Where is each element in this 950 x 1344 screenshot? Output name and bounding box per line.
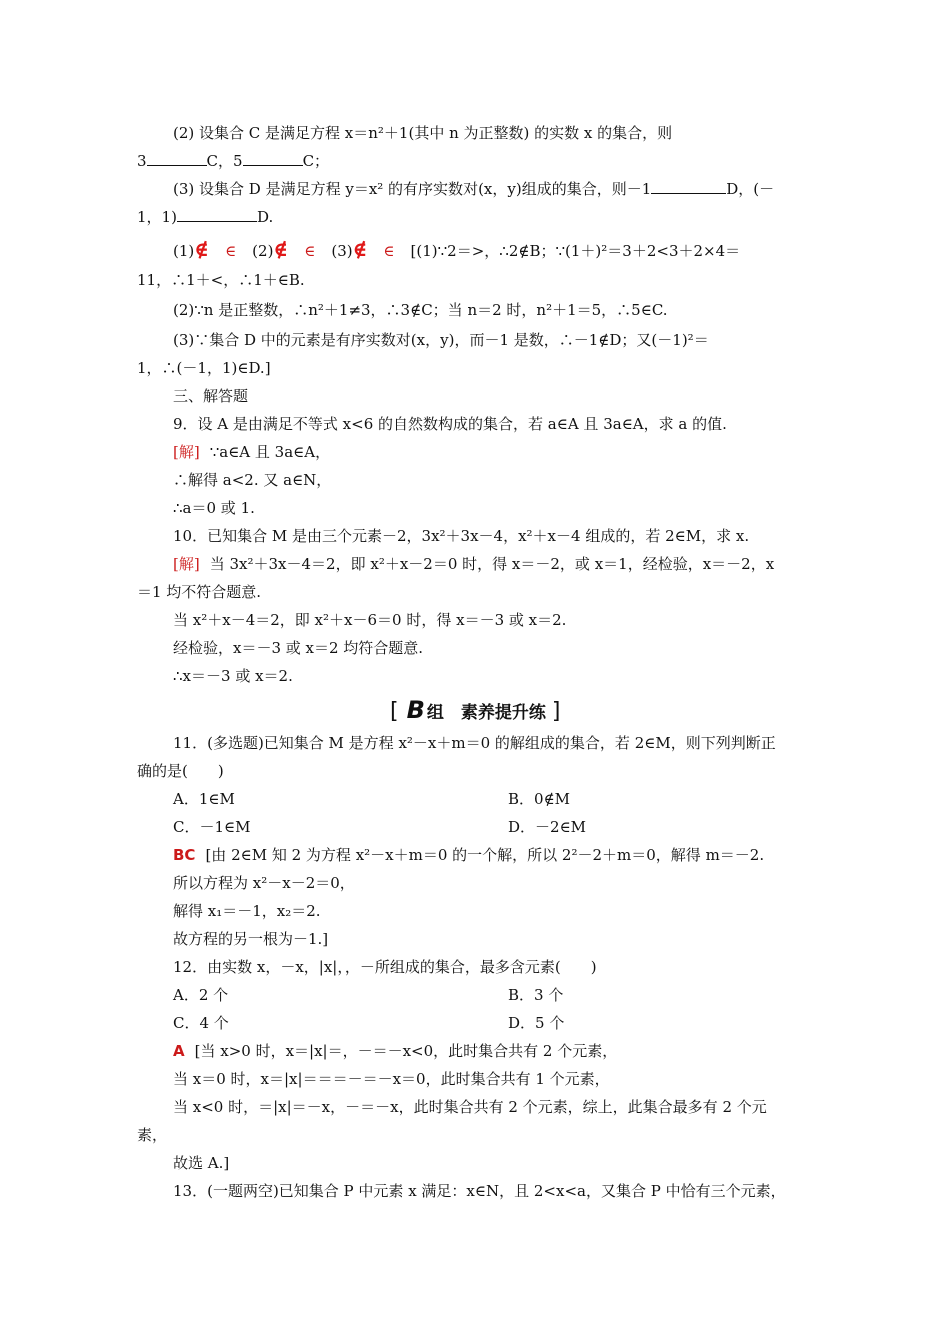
text-span: ∵a∈A 且 3a∈A，: [209, 443, 331, 461]
option-b: B．3 个: [508, 986, 564, 1004]
text-span: D，(－: [726, 180, 775, 198]
option-a: A．2 个: [173, 986, 229, 1004]
text-line: 当 x²＋x－4＝2，即 x²＋x－6＝0 时，得 x＝－3 或 x＝2.: [173, 611, 567, 629]
in-symbol: ∈: [225, 242, 237, 260]
text-line: ∴a＝0 或 1.: [173, 499, 255, 517]
solution-label: [解]: [173, 555, 200, 573]
not-in-symbol: ∉: [194, 237, 210, 261]
text-line: ∴解得 a<2. 又 a∈N，: [173, 471, 332, 489]
text-span: 1，1): [137, 208, 177, 226]
option-a: A．1∈M: [173, 790, 235, 808]
text-span: D.: [256, 208, 274, 226]
header-bracket: ]: [551, 699, 561, 724]
text-span: C，5: [206, 152, 243, 170]
text-line: 经检验，x＝－3 或 x＝2 均符合题意.: [173, 639, 424, 657]
answer-blank: [177, 207, 257, 222]
text-span: C；: [302, 152, 330, 170]
text-span: (1): [173, 242, 195, 260]
not-in-symbol: ∉: [273, 237, 289, 261]
text-span: (3) 设集合 D 是满足方程 y＝x² 的有序实数对(x，y)组成的集合，则－1: [173, 180, 652, 198]
text-span: (3): [331, 242, 353, 260]
text-line: 素，: [137, 1126, 168, 1144]
in-symbol: ∈: [383, 242, 395, 260]
text-line: 11，∴1＋<，∴1＋∈B.: [137, 271, 305, 289]
answer-blank: [243, 151, 303, 166]
option-c: C．－1∈M: [173, 818, 251, 836]
text-line: 所以方程为 x²－x－2＝0，: [173, 874, 355, 892]
question-9: 9．设 A 是由满足不等式 x<6 的自然数构成的集合，若 a∈A 且 3a∈A，求 a 的值.: [173, 415, 727, 433]
section-heading: 三、解答题: [173, 387, 249, 405]
option-c: C．4 个: [173, 1014, 229, 1032]
text-span: [当 x>0 时，x＝|x|＝，－＝－x<0，此时集合共有 2 个元素，: [194, 1042, 618, 1060]
answer-blank: [651, 179, 726, 194]
not-in-symbol: ∉: [352, 237, 368, 261]
text-span: (2): [252, 242, 274, 260]
answer-blank: [147, 151, 207, 166]
question-11: 11．(多选题)已知集合 M 是方程 x²－x＋m＝0 的解组成的集合，若 2∈M，则下列判断正: [173, 734, 776, 752]
text-line: [137, 151, 329, 171]
text-line: 解得 x₁＝－1，x₂＝2.: [173, 902, 321, 920]
question-12: 12．由实数 x，－x，|x|，，－所组成的集合，最多含元素( ): [173, 958, 597, 976]
answer-key: A: [173, 1042, 185, 1060]
group-b-header: [390, 697, 560, 723]
question-13: 13．(一题两空)已知集合 P 中元素 x 满足：x∈N，且 2<x<a，又集合 P 中恰有三个元素，: [173, 1182, 786, 1200]
option-b: B．0∉M: [508, 790, 571, 808]
text-line: 故方程的另一根为－1.]: [173, 930, 329, 948]
text-line: 当 x<0 时，＝|x|＝－x，－＝－x，此时集合共有 2 个元素，综上，此集合最多有 2 个元: [173, 1098, 767, 1116]
option-d: D．－2∈M: [508, 818, 587, 836]
answer-key: BC: [173, 846, 196, 864]
group-letter: B: [406, 696, 425, 724]
text-line: [137, 207, 273, 227]
text-line: (2) 设集合 C 是满足方程 x＝n²＋1(其中 n 为正整数) 的实数 x 的集合，则: [173, 124, 673, 142]
text-line: ∴x＝－3 或 x＝2.: [173, 667, 293, 685]
option-d: D．5 个: [508, 1014, 565, 1032]
text-line: [173, 179, 774, 199]
text-span: 3: [137, 152, 147, 170]
text-line: [173, 845, 764, 865]
text-line: [173, 442, 330, 462]
text-line: (3)∵集合 D 中的元素是有序实数对(x，y)，而－1 是数，∴－1∉D；又(－1)²＝: [173, 331, 709, 349]
text-line: 故选 A.]: [173, 1154, 230, 1172]
text-span: [(1)∵2＝>，∴2∉B；∵(1＋)²＝3＋2<3＋2×4＝: [410, 242, 741, 260]
text-span: [由 2∈M 知 2 为方程 x²－x＋m＝0 的一个解，所以 2²－2＋m＝0，解得 m＝－2.: [205, 846, 765, 864]
text-span: 当 3x²＋3x－4＝2，即 x²＋x－2＝0 时，得 x＝－2，或 x＝1，经检验，x＝－2，x: [209, 555, 775, 573]
in-symbol: ∈: [304, 242, 316, 260]
question-10: 10．已知集合 M 是由三个元素－2，3x²＋3x－4，x²＋x－4 组成的，若 2∈M，求 x.: [173, 527, 750, 545]
text-line: (2)∵n 是正整数，∴n²＋1≠3，∴3∉C；当 n＝2 时，n²＋1＝5，∴5∈C.: [173, 301, 668, 319]
text-line: 1，∴(－1，1)∈D.]: [137, 359, 271, 377]
text-line: 确的是( ): [137, 762, 224, 780]
text-line: 当 x＝0 时，x＝|x|＝＝＝－＝－x＝0，此时集合共有 1 个元素，: [173, 1070, 610, 1088]
text-line: ＝1 均不符合题意.: [137, 583, 262, 601]
header-bracket: [: [390, 699, 399, 724]
text-line: [173, 554, 774, 574]
answer-line: [173, 239, 740, 259]
solution-label: [解]: [173, 443, 200, 461]
text-line: [173, 1041, 617, 1061]
header-text: 组 素养提升练: [426, 703, 546, 723]
